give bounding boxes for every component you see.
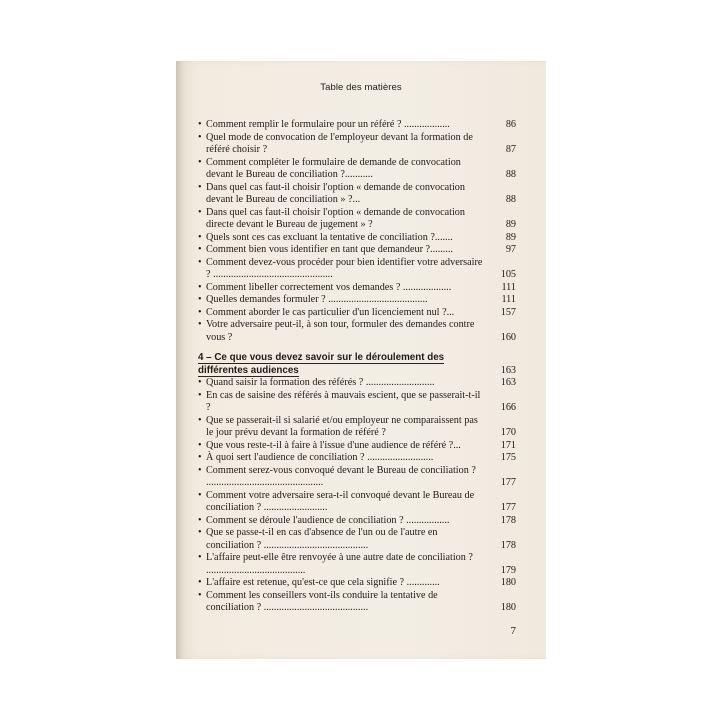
toc-entry [198, 465, 516, 490]
toc-entry [198, 307, 516, 320]
toc-entry-title: • Dans quel cas faut-il choisir l'option « demande de convocation directe devant le Bureau de jugement » ? [198, 207, 516, 232]
toc-entry-page-number: 89 [505, 219, 516, 230]
toc-entry-page-number: 89 [505, 231, 516, 243]
toc-entry-title: • Quand saisir la formation des référés ? ........................... [198, 377, 516, 390]
toc-entry-page-number: 177 [500, 502, 516, 513]
toc-entry-title: • Comment bien vous identifier en tant que demandeur ?......... [198, 244, 516, 257]
toc-entry [198, 590, 516, 615]
toc-entry-page-number: 87 [505, 144, 516, 155]
toc-entry-title: • Comment devez-vous procéder pour bien identifier votre adversaire ? ............................................... [198, 257, 516, 282]
toc-entry-title: • Que se passerait-il si salarié et/ou employeur ne comparaissent pas le jour prévu devant la formation de référé ? [198, 415, 516, 440]
toc-entry-title: • Comment compléter le formulaire de demande de convocation devant le Bureau de conciliation ?........... [198, 157, 516, 182]
toc-entry-page-number: 86 [505, 119, 516, 130]
toc-entry-page-number: 163 [500, 377, 516, 388]
toc-entry-title: • Comment aborder le cas particulier d'un licenciement nul ?... [198, 307, 516, 320]
toc-entry-page-number: 180 [500, 577, 516, 588]
toc-entry-title: • Comment les conseillers vont-ils conduire la tentative de conciliation ? ......................................... [198, 590, 516, 615]
toc-entry-title: • Comment se déroule l'audience de conciliation ? ................. [198, 515, 516, 528]
toc-entry-page-number: 160 [500, 331, 516, 343]
toc-list-section-4 [198, 377, 516, 615]
toc-entry [198, 440, 516, 453]
toc-entry [198, 119, 516, 132]
toc-entry [198, 319, 516, 344]
table-of-contents [198, 119, 516, 615]
toc-entry-page-number: 157 [500, 306, 516, 318]
section-title: 4 – Ce que vous devez savoir sur le déroulement des différentes audiences [198, 352, 445, 376]
toc-entry [198, 527, 516, 552]
toc-entry-title: • Dans quel cas faut-il choisir l'option « demande de convocation devant le Bureau de conciliation » ?... [198, 182, 516, 207]
toc-entry [198, 490, 516, 515]
page-number: 7 [510, 625, 516, 637]
toc-entry-title: • En cas de saisine des référés à mauvais escient, que se passerait-t-il ? [198, 390, 516, 415]
toc-entry [198, 232, 516, 245]
toc-entry [198, 157, 516, 182]
toc-entry-page-number: 179 [500, 564, 516, 576]
running-header: Table des matières [320, 82, 402, 93]
toc-entry [198, 415, 516, 440]
toc-list-section-3 [198, 119, 516, 344]
toc-entry [198, 207, 516, 232]
toc-entry-title: • L'affaire peut-elle être renvoyée à une autre date de conciliation ? ....................................... [198, 552, 516, 577]
toc-entry-title: • L'affaire est retenue, qu'est-ce que cela signifie ? ............. [198, 577, 516, 590]
toc-entry-page-number: 175 [500, 452, 516, 463]
toc-entry-title: • Comment remplir le formulaire pour un référé ? .................. [198, 119, 516, 132]
toc-entry-title: • Quelles demandes formuler ? ....................................... [198, 294, 516, 307]
toc-entry [198, 377, 516, 390]
toc-entry-title: • Comment libeller correctement vos demandes ? ................... [198, 282, 516, 295]
toc-entry-title: • Que vous reste-t-il à faire à l'issue d'une audience de référé ?... [198, 440, 516, 453]
section-page-number: 163 [500, 364, 516, 376]
toc-entry-title: • Votre adversaire peut-il, à son tour, formuler des demandes contre vous ? [198, 319, 516, 344]
toc-entry [198, 515, 516, 528]
toc-entry-title: • Que se passe-t-il en cas d'absence de l'un ou de l'autre en conciliation ? ......................................... [198, 527, 516, 552]
toc-entry-page-number: 166 [500, 402, 516, 413]
toc-entry [198, 244, 516, 257]
toc-entry-page-number: 178 [500, 514, 516, 526]
toc-entry-title: • Quels sont ces cas excluant la tentative de conciliation ?....... [198, 232, 516, 245]
toc-entry [198, 294, 516, 307]
toc-entry [198, 257, 516, 282]
toc-entry-page-number: 88 [505, 169, 516, 180]
toc-entry-page-number: 171 [500, 439, 516, 451]
toc-entry [198, 282, 516, 295]
toc-entry-page-number: 105 [500, 269, 516, 280]
toc-entry [198, 182, 516, 207]
toc-entry-title: • Comment serez-vous convoqué devant le Bureau de conciliation ? .............................................. [198, 465, 516, 490]
toc-entry [198, 452, 516, 465]
book-page [176, 61, 546, 659]
section-heading [198, 352, 516, 377]
toc-entry-page-number: 88 [505, 194, 516, 205]
toc-entry-page-number: 111 [501, 281, 516, 293]
toc-entry-page-number: 111 [501, 294, 516, 305]
toc-entry-page-number: 178 [500, 539, 516, 551]
toc-entry-title: • Comment votre adversaire sera-t-il convoqué devant le Bureau de conciliation ? ......................... [198, 490, 516, 515]
toc-entry [198, 577, 516, 590]
toc-entry-title: • À quoi sert l'audience de conciliation ? .......................... [198, 452, 516, 465]
toc-entry-title: • Quel mode de convocation de l'employeur devant la formation de référé choisir ? [198, 132, 516, 157]
toc-entry-page-number: 97 [505, 244, 516, 255]
toc-entry-page-number: 180 [500, 602, 516, 613]
toc-entry [198, 390, 516, 415]
toc-entry-page-number: 170 [500, 427, 516, 438]
toc-entry [198, 132, 516, 157]
toc-entry-page-number: 177 [500, 477, 516, 488]
toc-entry [198, 552, 516, 577]
